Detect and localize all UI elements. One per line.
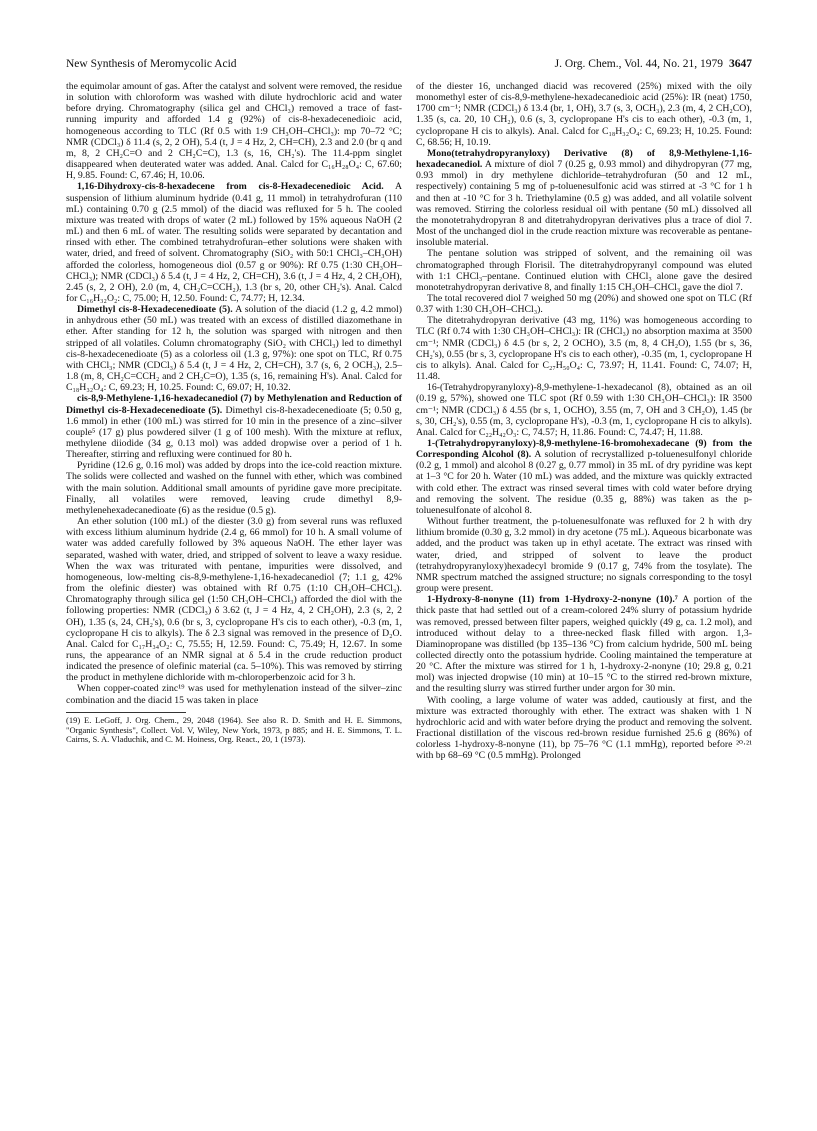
footnote: (19) E. LeGoff, J. Org. Chem., 29, 2048 (1964). See also R. D. Smith and H. E. Simmons, "Organic Synthesis", Collect. Vol. V, Wiley, New York, 1973, p 885; and H. E. Simmons, T. L. Cairns, S. A. Vladuchik, and C. M. Hoiness, Org. React., 20, 1 (1973). <box>66 714 402 745</box>
page-number: 3647 <box>729 58 752 70</box>
paragraph: cis-8,9-Methylene-1,16-hexadecanediol (7) by Methylenation and Reduction of Dimethyl cis-8-Hexadecenedioate (5). Dimethyl cis-8-hexadecenedioate (5; 0.50 g, 1.6 mmol) in ether (100 mL) was stirred for 10 min in the presence of a zinc–silver couple⁵ (17 g) plus powdered silver (1 g of 100 mesh). With the mixture at reflux, methylene diiodide (34 g, 0.13 mol) was added dropwise over a period of 1 h. Thereafter, stirring and refluxing were continued for 80 h. <box>66 393 402 461</box>
paragraph: An ether solution (100 mL) of the diester (3.0 g) from several runs was refluxed with excess lithium aluminum hydride (2.4 g, 66 mmol) for 10 h. A small volume of water was added carefully followed by 3% aqueous NaOH. The ether layer was separated, washed with water, dried, and stripped of solvent to leave a waxy residue. When the wax was triturated with pentane, impurities were dissolved, and homogeneous, low-melting cis-8,9-methylene-1,16-hexadecanediol (7; 1.1 g, 42% from the olefinic diester) was obtained with Rf 0.75 (1:10 CH₃OH–CHCl₃). Chromatography through silica gel (1:50 CH₃OH–CHCl₃) afforded the diol with the following properties: NMR (CDCl₃) δ 3.62 (t, J = 4 Hz, 4, 2 CH₂OH), 2.3 (s, 2, 2 OH), 1.35 (s, 24, CH₂'s), 0.6 (br s, 3, cyclopropane H's cis to each other), -0.3 (m, 1, cyclopropane H cis to alkyls). The δ 2.3 signal was removed in the presence of D₂O. Anal. Calcd for C₁₇H₃₄O₂: C, 75.55; H, 12.59. Found: C, 75.49; H, 12.67. In some runs, the appearance of an NMR signal at δ 5.4 in the crude reduction product indicated the presence of olefinic material (ca. 5–10%). This was removed by stirring the product in methylene dichloride with m-chloroperbenzoic acid for 3 h. <box>66 516 402 684</box>
paragraph: With cooling, a large volume of water was added, cautiously at first, and the mixture was extracted thoroughly with ether. The extract was shaken with 1 N hydrochloric acid and with water before drying the product and removing the solvent. Fractional distillation of the viscous red-brown residue furnished 25.6 g (86%) of colorless 1-hydroxy-8-nonyne (11), bp 75–76 °C (1.1 mmHg), reported before ²⁰·²¹ with bp 68–69 °C (0.5 mmHg). Prolonged <box>416 694 752 762</box>
journal-citation <box>555 58 752 70</box>
paragraph: Mono(tetrahydropyranyloxy) Derivative (8) of 8,9-Methylene-1,16-hexadecanediol. A mixture of diol 7 (0.25 g, 0.93 mmol) and dihydropyran (77 mg, 0.93 mmol) in dry methylene dichloride–tetrahydrofuran (50 and 12 mL, respectively) containing 5 mg of p-toluenesulfonic acid was stirred at -3 °C for 1 h and then at -10 °C for 3 h. Triethylamine (0.5 g) was added, and all volatile solvent was removed. Stirring the colorless residual oil with pentane (50 mL) dissolved all the monotetrahydropyran 8 and ditetrahydropyran derivatives plus a trace of diol 7. Most of the unchanged diol in the crude reaction mixture was recoverable as pentane-insoluble material. <box>416 147 752 249</box>
running-title: New Synthesis of Meromycolic Acid <box>66 58 237 70</box>
paragraph: 1,16-Dihydroxy-cis-8-hexadecene from cis-8-Hexadecenedioic Acid. A suspension of lithium aluminum hydride (0.41 g, 11 mmol) in tetrahydrofuran (110 mL) containing 0.70 g (2.5 mmol) of the diacid was refluxed for 5 h. The cooled mixture was treated with drops of water (2 mL) followed by 15% aqueous NaOH (2 mL) and then 6 mL of water. The resulting solids were separated by decantation and rinsed with ether. The combined tetrahydrofuran–ether solutions were shaken with water, dried, and freed of solvent. Chromatography (SiO₂ with 50:1 CHCl₃–CH₃OH) afforded the colorless, homogeneous diol (0.57 g or 90%): Rf 0.75 (1:30 CH₃OH–CHCl₃); NMR (CDCl₃) δ 5.4 (t, J = 4 Hz, 2, CH=CH), 3.6 (t, J = 4 Hz, 4, 2 CH₂OH), 2.45 (s, 2, 2 OH), 2.0 (m, 4, CH₂C=CCH₂), 1.3 (br s, 20, other CH₂'s). Anal. Calcd for C₁₆H₃₂O₂: C, 75.00; H, 12.50. Found: C, 74.77; H, 12.34. <box>66 181 403 304</box>
paragraph: When copper-coated zinc¹⁹ was used for methylenation instead of the silver–zinc combination and the diacid 15 was taken in place <box>66 683 402 706</box>
paragraph: 1-Hydroxy-8-nonyne (11) from 1-Hydroxy-2-nonyne (10).⁷ A portion of the thick paste that had settled out of a cream-colored 24% slurry of potassium hydride was removed, pressed between filter papers, weighed quickly (49 g, ca. 1.2 mol), and introduced without delay to a three-necked flask filled with argon. 1,3-Diaminopropane was distilled (bp 135–136 °C) from calcium hydride, 500 mL being collected directly onto the potassium hydride. Cooling maintained the temperature at 20 °C. After the mixture was stirred for 1 h, 1-hydroxy-2-nonyne (10; 29.8 g, 0.21 mol) was injected dropwise (10 min) at 10–15 °C to the stirred red-brown mixture, and the resulting slurry was stirred further under argon for 30 min. <box>416 594 752 695</box>
paragraph: The total recovered diol 7 weighed 50 mg (20%) and showed one spot on TLC (Rf 0.37 with 1:30 CH₃OH–CHCl₃). <box>416 292 752 316</box>
paragraph: 1-(Tetrahydropyranyloxy)-8,9-methylene-16-bromohexadecane (9) from the Corresponding Alcohol (8). A solution of recrystallized p-toluenesulfonyl chloride (0.2 g, 1 mmol) and alcohol 8 (0.27 g, 0.77 mmol) in 35 mL of dry pyridine was kept at 1–3 °C for 20 h. Water (10 mL) was added, and the mixture was quickly extracted with cold ether. The extract was rinsed several times with cold water before drying and removing the solvent. The residue (0.35 g, 88%) was taken as the p-toluenesulfonate of alcohol 8. <box>416 438 752 516</box>
section-heading: 1-(Tetrahydropyranyloxy)-8,9-methylene-16-bromohexadecane (9) from the Corresponding Alcohol (8). <box>416 438 752 461</box>
journal-name: J. Org. Chem., Vol. 44, No. 21, 1979 <box>554 58 723 70</box>
paragraph: The ditetrahydropyran derivative (43 mg, 11%) was homogeneous according to TLC (Rf 0.74 with 1:30 CH₃OH–CHCl₃): IR (CHCl₃) no absorption maxima at 3500 cm⁻¹; NMR (CDCl₃) δ 4.5 (br s, 2, 2 OCHO), 3.5 (m, 8, 4 CH₂O), 1.55 (br s, 36, CH₂'s), 0.55 (br s, 3, cyclopropane H's cis to each other), -0.35 (m, 1, cyclopropane H cis to alkyls). Anal. Calcd for C₂₇H₅₀O₄: C, 73.97; H, 11.41. Found: C, 74.07; H, 11.48. <box>416 315 752 383</box>
paragraph: Without further treatment, the p-toluenesulfonate was refluxed for 2 h with dry lithium bromide (0.30 g, 3.2 mmol) in dry acetone (75 mL). Aqueous bicarbonate was added, and the product was taken up in ethyl acetate. The extract was rinsed with water, dried, and stripped of solvent to leave the product (tetrahydropyranyloxy)hexadecyl bromide 9 (0.17 g, 74% from the tosylate). The NMR spectrum matched the assigned structure; no signals corresponding to the tosyl group were present. <box>416 516 752 595</box>
section-heading: 1,16-Dihydroxy-cis-8-hexadecene from cis-8-Hexadecenedioic Acid. <box>77 181 384 193</box>
footnote-divider <box>66 712 186 713</box>
paragraph: The pentane solution was stripped of solvent, and the remaining oil was chromatographed through Florisil. The ditetrahydropyranyl compound was eluted with 1:1 CHCl₃–pentane. Continued elution with CHCl₃ alone gave the desired monotetrahydropyran derivative 8, and finally 1:15 CH₃OH–CHCl₃ gave the diol 7. <box>416 248 752 293</box>
paragraph: Pyridine (12.6 g, 0.16 mol) was added by drops into the ice-cold reaction mixture. The solids were collected and washed on the funnel with ether, which was combined with the main solution. Additional small amounts of pyridine gave more precipitate. Finally, all volatiles were removed, leaving crude dimethyl 8,9-methylenehexadecanedioate (6) as the residue (0.5 g). <box>66 460 402 516</box>
section-heading: 1-Hydroxy-8-nonyne (11) from 1-Hydroxy-2-nonyne (10).⁷ <box>427 594 678 606</box>
running-header <box>66 58 752 74</box>
section-heading: Mono(tetrahydropyranyloxy) Derivative (8) of 8,9-Methylene-1,16-hexadecanediol. <box>416 147 752 171</box>
section-heading: Dimethyl cis-8-Hexadecenedioate (5). <box>77 304 233 316</box>
section-heading: cis-8,9-Methylene-1,16-hexadecanediol (7) by Methylenation and Reduction of Dimethyl cis-8-Hexadecenedioate (5). <box>66 393 402 416</box>
paragraph: 16-(Tetrahydropyranyloxy)-8,9-methylene-1-hexadecanol (8), obtained as an oil (0.19 g, 57%), showed one TLC spot (Rf 0.59 with 1:30 CH₃OH–CHCl₃): IR 3500 cm⁻¹; NMR (CDCl₃) δ 4.55 (br s, 1, OCHO), 3.55 (m, 7, OH and 3 CH₂O), 1.45 (br s, 30, CH₂'s), 0.55 (m, 3, cyclopropane H's), -0.3 (m, 1, cyclopropane H cis to alkyls). Anal. Calcd for C₂₂H₄₂O₃: C, 74.57; H, 11.86. Found: C, 74.47; H, 11.88. <box>416 382 752 438</box>
right-column <box>416 81 752 762</box>
left-column <box>66 81 402 745</box>
paragraph: of the diester 16, unchanged diacid was recovered (25%) mixed with the oily monomethyl ester of cis-8,9-methylene-hexadecanedioic acid (25%): IR (neat) 1750, 1700 cm⁻¹; NMR (CDCl₃) δ 13.4 (br, 1, OH), 3.7 (s, 3, OCH₃), 2.3 (m, 4, 2 CH₂CO), 1.35 (s, ca. 20, 10 CH₂), 0.6 (s, 3, cyclopropane H's cis to each other), -0.3 (m, 1, cyclopropane H cis to alkyls). Anal. Calcd for C₁₈H₃₂O₄: C, 69.23; H, 10.25. Found: C, 68.56; H, 10.19. <box>416 81 752 148</box>
paragraph: Dimethyl cis-8-Hexadecenedioate (5). A solution of the diacid (1.2 g, 4.2 mmol) in anhydrous ether (50 mL) was treated with an excess of distilled diazomethane in ether. After standing for 12 h, the solution was sparged with nitrogen and then stripped of all volatiles. Column chromatography (SiO₂ with CHCl₃) led to dimethyl cis-8-hexadecenedioate (5) as a colorless oil (1.3 g, 97%): one spot on TLC, Rf 0.75 with CHCl₃; NMR (CDCl₃) δ 5.4 (t, J = 4 Hz, 2, CH=CH), 3.7 (s, 6, 2 OCH₃), 2.5–1.8 (m, 8, CH₂C=CCH₂ and 2 CH₂C=O), 1.35 (s, 16, remaining H's). Anal. Calcd for C₁₈H₃₂O₄: C, 69.23; H, 10.25. Found: C, 69.07; H, 10.32. <box>66 304 403 394</box>
paragraph: the equimolar amount of gas. After the catalyst and solvent were removed, the residue in solution with chloroform was washed with dilute hydrochloric acid and water before drying. Chromatography (silica gel and CHCl₃) removed a trace of fast-running impurity and afforded 1.4 g (92%) of cis-8-hexadecenedioic acid, homogeneous according to TLC (Rf 0.5 with 1:9 CH₃OH–CHCl₃): mp 70–72 °C; NMR (CDCl₃) δ 11.4 (s, 2, 2 OH), 5.4 (t, J = 4 Hz, 2, CH=CH), 2.3 and 2.0 (br q and m, 8, 2 CH₂C=O and 2 CH₂C=C), 1.3 (s, 16, CH₂'s). The 11.4-ppm singlet disappeared when deuterated water was added. Anal. Calcd for C₁₆H₂₈O₄: C, 67.60; H, 9.85. Found: C, 67.46; H, 10.06. <box>66 81 402 182</box>
